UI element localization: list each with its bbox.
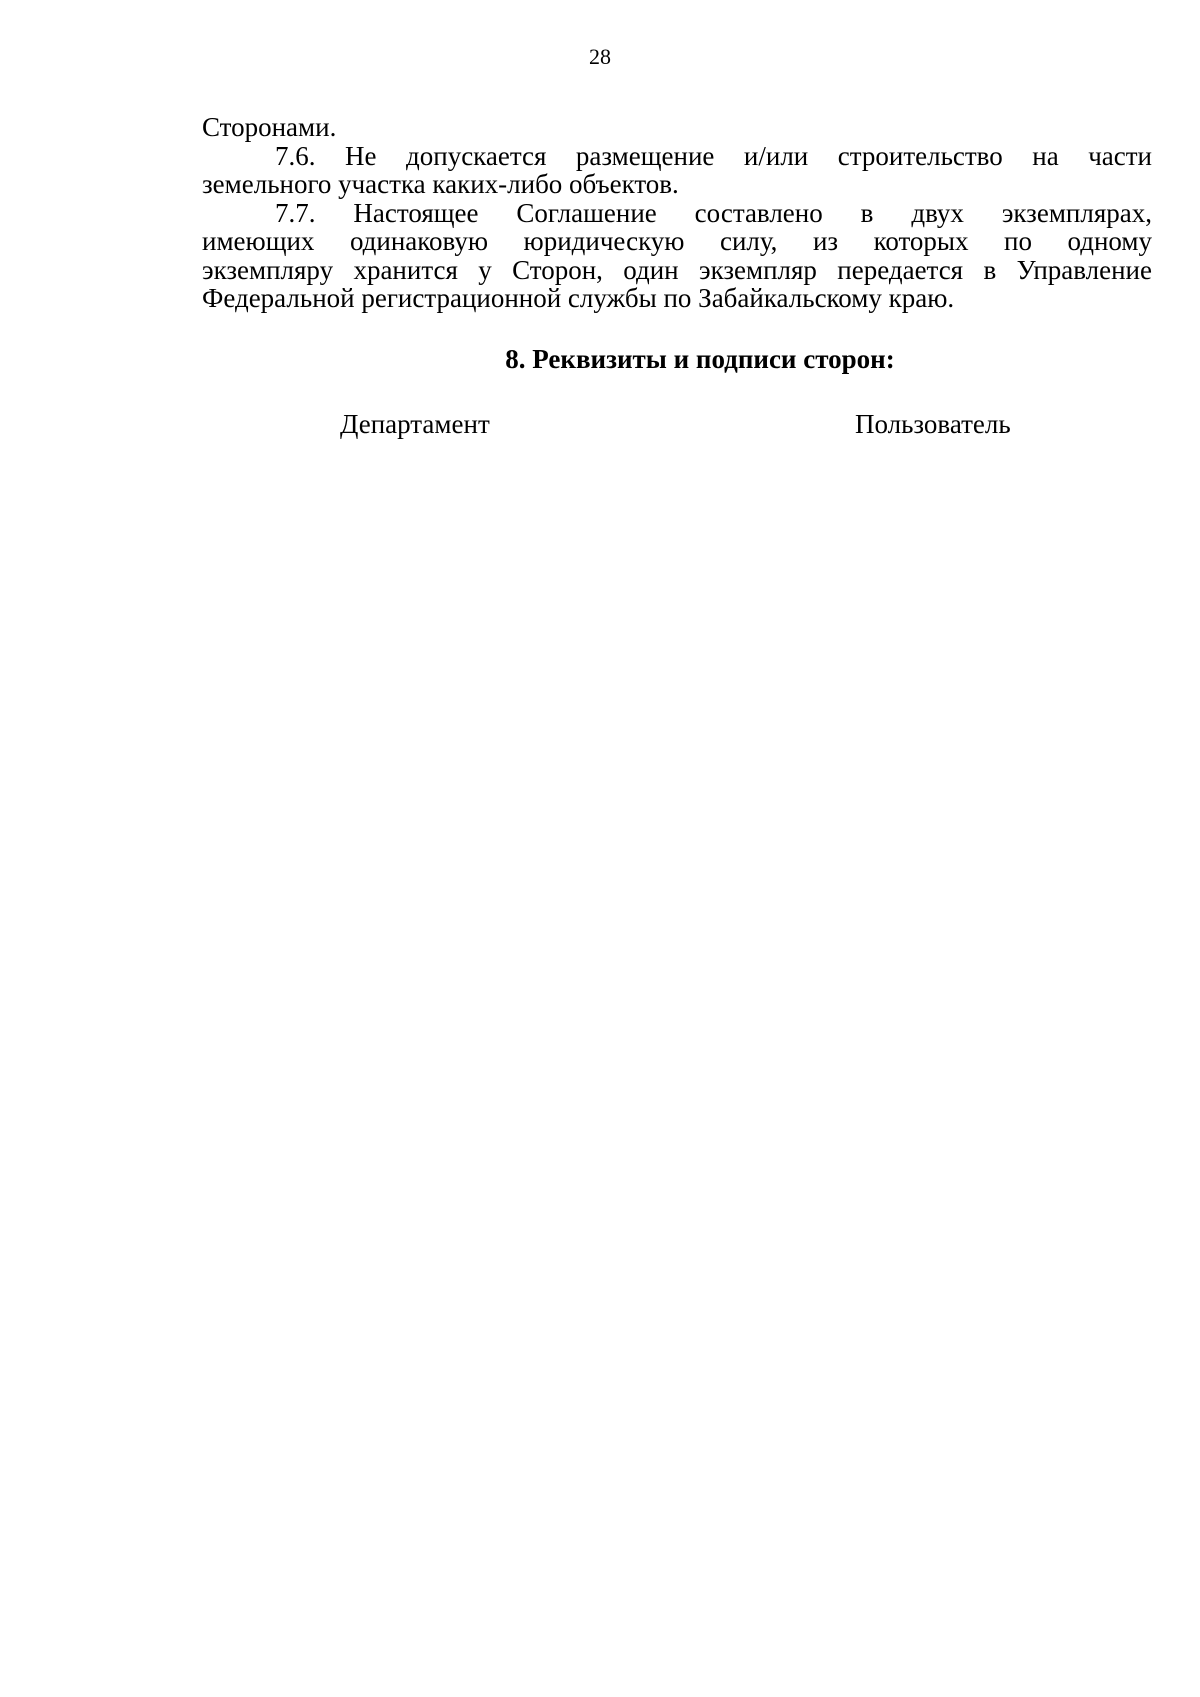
body-text	[202, 113, 1152, 313]
section-heading: 8. Реквизиты и подписи сторон:	[505, 344, 895, 374]
signatory-department: Департамент	[340, 409, 490, 439]
text-line: земельного участка каких-либо объектов.	[202, 169, 679, 199]
text-line: имеющих одинаковую юридическую силу, из которых по одному	[202, 226, 1152, 256]
text-line: Сторонами.	[202, 112, 337, 142]
paragraph-7-7-line: 7.7. Настоящее Соглашение составлено в двух экземплярах,	[275, 197, 1152, 228]
text-line: экземпляру хранится у Сторон, один экземпляр передается в Управление	[202, 254, 1152, 285]
page-number: 28	[589, 44, 611, 69]
signatory-user: Пользователь	[855, 409, 1011, 439]
paragraph-7-6-line: 7.6. Не допускается размещение и/или строительство на части	[275, 140, 1152, 171]
text-line: Федеральной регистрационной службы по Забайкальскому краю.	[202, 283, 955, 313]
